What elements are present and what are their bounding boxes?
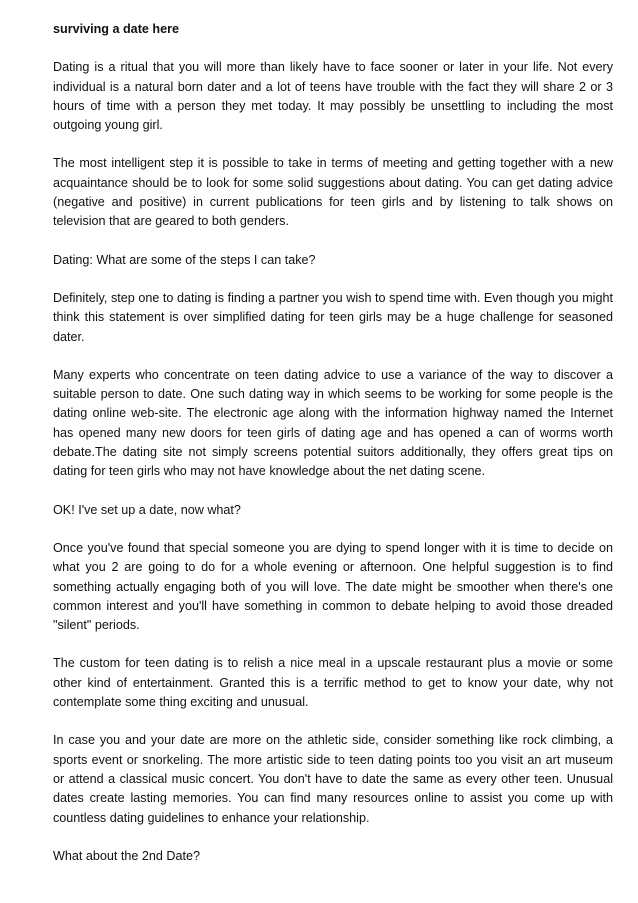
document-title: surviving a date here [53,22,179,36]
section-heading-date-set: OK! I've set up a date, now what? [53,502,241,517]
paragraph-athletic: In case you and your date are more on the athletic side, consider something like rock climbing, a sports event or snorkeling. The more artistic side to teen dating points too you visit an art museum or attend a classical music concert. You don't have to date the same as every other teen. Unusual dates create lasting memories. You can find many resources online to assist you come up with countless dating guidelines to enhance your relationship. [53,733,613,825]
section-heading-steps: Dating: What are some of the steps I can take? [53,252,316,267]
paragraph-special-someone: Once you've found that special someone you are dying to spend longer with it is time to decide on what you 2 are going to do for a whole evening or afternoon. One helpful suggestion is to find something actually engaging both of you will love. The date might be smoother when there's one common interest and you'll have something in common to debate helping to avoid those dreaded "silent" periods. [53,540,613,633]
paragraph-custom: The custom for teen dating is to relish a nice meal in a upscale restaurant plus a movie or some other kind of entertainment. Granted this is a terrific method to get to know your date, why not contemplate some thing exciting and unusual. [53,656,613,710]
paragraph-advice: The most intelligent step it is possible to take in terms of meeting and getting together with a new acquaintance should be to look for some solid suggestions about dating. You can get dating advice (negative and positive) in current publications for teen girls and by listening to talk shows on television that are geared to both genders. [53,156,613,229]
section-heading-second-date: What about the 2nd Date? [53,848,201,863]
paragraph-finding-partner: Definitely, step one to dating is finding a partner you wish to spend time with. Even though you might think this statement is over simplified dating for teen girls may be a huge challenge for seasoned dater. [53,290,613,344]
paragraph-intro: Dating is a ritual that you will more than likely have to face sooner or later in your life. Not every individual is a natural born dater and a lot of teens have trouble with the fact they will share 2 or 3 hours of time with a person they met today. It may possibly be unsettling to including the most outgoing young girl. [53,60,613,133]
paragraph-dating-online: Many experts who concentrate on teen dating advice to use a variance of the way to discover a suitable person to date. One such dating way in which seems to be working for some people is the dating online web-site. The electronic age along with the information highway named the Internet has opened many new doors for teen girls of dating age and has opened a can of worms worth debate.The dating site not simply screens potential suitors additionally, they offers great tips on dating for teen girls who may not have knowledge about the net dating scene. [53,367,613,479]
document-page [53,20,613,885]
